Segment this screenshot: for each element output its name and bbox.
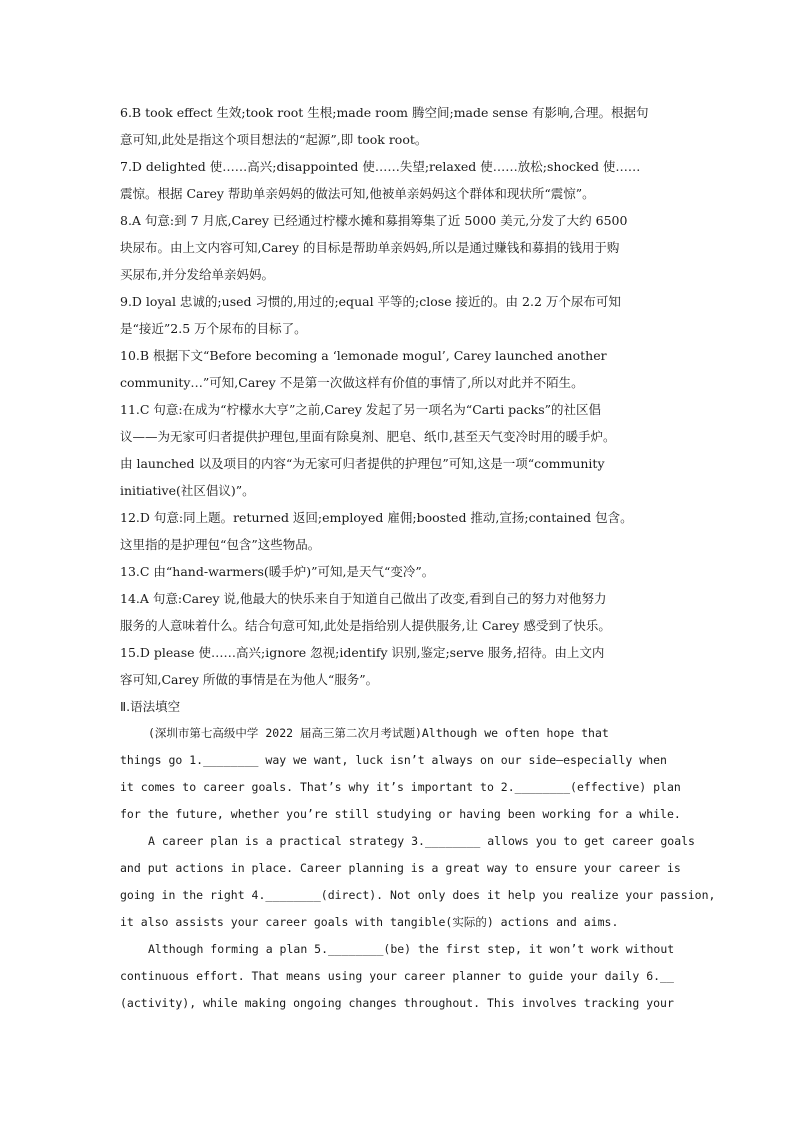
answer-line: 这里指的是护理包“包含”这些物品。: [120, 537, 321, 552]
answer-line: 6.B took effect 生效;took root 生根;made room 腾空间;made sense 有影响,合理。根据句: [120, 105, 649, 120]
answer-line: 块尿布。由上文内容可知,Carey 的目标是帮助单亲妈妈,所以是通过赚钱和募捐的钱用于购: [120, 240, 620, 255]
section-title: Ⅱ.语法填空: [120, 699, 181, 714]
passage-line: for the future, whether you’re still studying or having been working for a while.: [120, 807, 681, 821]
answer-line: 服务的人意味着什么。结合句意可知,此处是指给别人提供服务,让 Carey 感受到了快乐。: [120, 618, 611, 633]
answer-line: community…”可知,Carey 不是第一次做这样有价值的事情了,所以对此并不陌生。: [120, 375, 584, 390]
answer-line: 7.D delighted 使……高兴;disappointed 使……失望;relaxed 使……放松;shocked 使……: [120, 159, 641, 174]
answer-line: 由 launched 以及项目的内容“为无家可归者提供的护理包”可知,这是一项“community: [120, 456, 605, 471]
answer-explanations: [120, 99, 676, 693]
passage-line: (深圳市第七高级中学 2022 届高三第二次月考试题)Although we often hope that: [148, 726, 609, 740]
answer-line: 是“接近”2.5 万个尿布的目标了。: [120, 321, 307, 336]
passage-line: it comes to career goals. That’s why it’s important to 2.________(effective) plan: [120, 780, 681, 794]
answer-line: 容可知,Carey 所做的事情是在为他人“服务”。: [120, 672, 379, 687]
answer-line: 13.C 由“hand-warmers(暖手炉)”可知,是天气“变冷”。: [120, 564, 435, 579]
answer-line: 议——为无家可归者提供护理包,里面有除臭剂、肥皂、纸巾,甚至天气变冷时用的暖手炉。: [120, 429, 616, 444]
passage-line: things go 1.________ way we want, luck isn’t always on our side—especially when: [120, 753, 667, 767]
passage-line: continuous effort. That means using your career planner to guide your daily 6.__: [120, 969, 674, 983]
answer-line: 8.A 句意:到 7 月底,Carey 已经通过柠檬水摊和募捐筹集了近 5000 美元,分发了大约 6500: [120, 213, 628, 228]
answer-line: 14.A 句意:Carey 说,他最大的快乐来自于知道自己做出了改变,看到自己的努力对他努力: [120, 591, 607, 606]
passage-line: A career plan is a practical strategy 3.________ allows you to get career goals: [148, 834, 695, 848]
answer-line: 意可知,此处是指这个项目想法的“起源”,即 took root。: [120, 132, 428, 147]
page-content: [120, 99, 716, 1017]
passage-line: (activity), while making ongoing changes throughout. This involves tracking your: [120, 996, 674, 1010]
answer-line: 11.C 句意:在成为“柠檬水大亨”之前,Carey 发起了另一项名为“Carti packs”的社区倡: [120, 402, 602, 417]
answer-line: 9.D loyal 忠诚的;used 习惯的,用过的;equal 平等的;close 接近的。由 2.2 万个尿布可知: [120, 294, 621, 309]
answer-line: 15.D please 使……高兴;ignore 忽视;identify 识别,鉴定;serve 服务,招待。由上文内: [120, 645, 605, 660]
passage-line: and put actions in place. Career planning is a great way to ensure your career is: [120, 861, 681, 875]
answer-line: 12.D 句意:同上题。returned 返回;employed 雇佣;boosted 推动,宣扬;contained 包含。: [120, 510, 633, 525]
grammar-passage: [120, 720, 716, 1017]
passage-line: going in the right 4.________(direct). Not only does it help you realize your passion,: [120, 888, 716, 902]
answer-line: 震惊。根据 Carey 帮助单亲妈妈的做法可知,他被单亲妈妈这个群体和现状所“震惊”。: [120, 186, 595, 201]
answer-line: 10.B 根据下文“Before becoming a ‘lemonade mogul’, Carey launched another: [120, 348, 607, 363]
answer-line: initiative(社区倡议)”。: [120, 483, 255, 498]
answer-line: 买尿布,并分发给单亲妈妈。: [120, 267, 274, 282]
passage-line: Although forming a plan 5.________(be) the first step, it won’t work without: [148, 942, 675, 956]
passage-line: it also assists your career goals with tangible(实际的) actions and aims.: [120, 915, 619, 929]
